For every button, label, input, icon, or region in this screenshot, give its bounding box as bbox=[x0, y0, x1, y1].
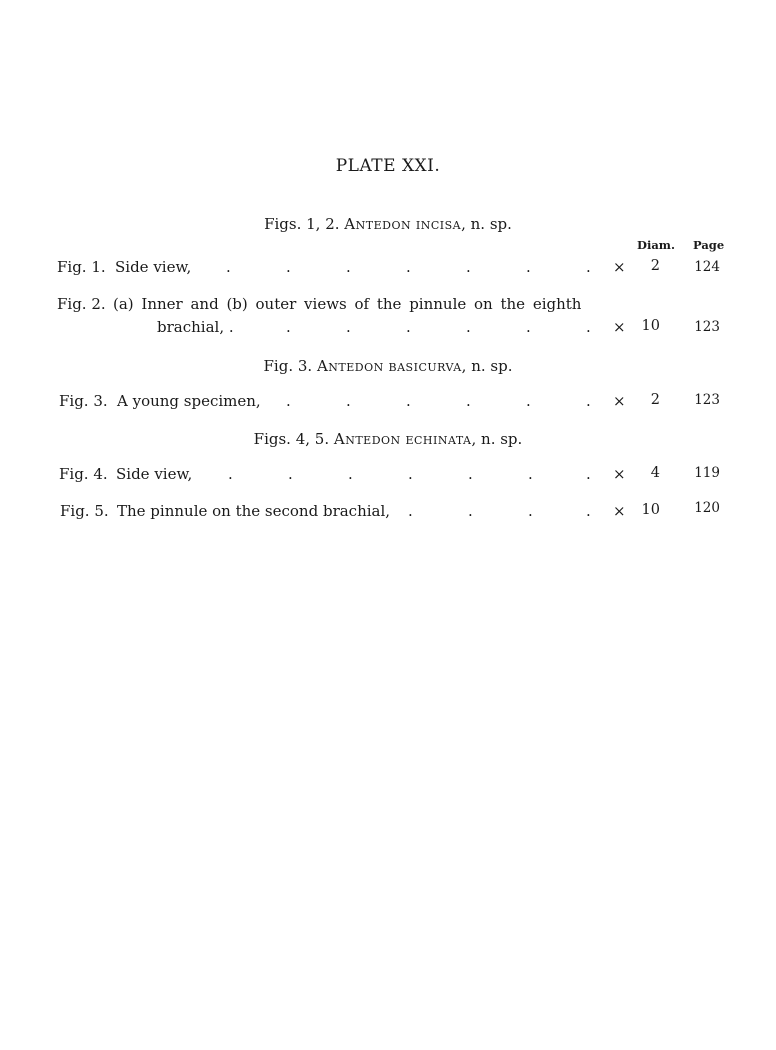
section-prefix: Fig. 3. bbox=[263, 357, 313, 375]
entry-text: (a) Inner and (b) outer views of the pinnule on the eighth bbox=[113, 295, 582, 313]
section-heading-1 bbox=[0, 215, 776, 233]
entry-label: Fig. 4. bbox=[59, 465, 108, 483]
page-value: 123 bbox=[694, 319, 720, 335]
entry-label: Fig. 2. bbox=[57, 295, 106, 313]
section-suffix: , n. sp. bbox=[471, 430, 523, 448]
section-genus: Antedon bbox=[316, 357, 384, 375]
section-species: basicurva bbox=[388, 357, 462, 375]
page-value: 123 bbox=[694, 392, 720, 408]
page-value: 119 bbox=[694, 465, 720, 481]
times-sign: × bbox=[613, 258, 626, 276]
times-sign: × bbox=[613, 318, 626, 336]
diam-value: 2 bbox=[650, 258, 660, 274]
section-genus: Antedon bbox=[333, 430, 401, 448]
entry-text: Side view, bbox=[115, 258, 192, 276]
entry-text-continued: brachial, . bbox=[157, 318, 234, 336]
section-heading-2 bbox=[0, 357, 776, 375]
section-species: echinata bbox=[405, 430, 472, 448]
diam-value: 4 bbox=[650, 465, 660, 481]
column-header-page: Page bbox=[693, 238, 725, 252]
times-sign: × bbox=[613, 465, 626, 483]
page-value: 120 bbox=[694, 500, 720, 516]
diam-value: 2 bbox=[650, 392, 660, 408]
diam-value: 10 bbox=[641, 502, 660, 518]
plate-title: PLATE XXI. bbox=[335, 156, 441, 176]
entry-label: Fig. 3. bbox=[59, 392, 108, 410]
entry-text: A young specimen, bbox=[117, 392, 261, 410]
entry-label: Fig. 5. bbox=[60, 502, 109, 520]
section-suffix: , n. sp. bbox=[461, 357, 513, 375]
section-species: incisa bbox=[415, 215, 462, 233]
section-suffix: , n. sp. bbox=[461, 215, 512, 233]
section-genus: Antedon bbox=[344, 215, 412, 233]
page-value: 124 bbox=[694, 259, 720, 275]
section-prefix: Figs. 4, 5. bbox=[253, 430, 330, 448]
section-prefix: Figs. 1, 2. bbox=[264, 215, 340, 233]
diam-value: 10 bbox=[641, 318, 660, 334]
entry-label: Fig. 1. bbox=[57, 258, 106, 276]
entry-text: Side view, bbox=[116, 465, 193, 483]
times-sign: × bbox=[613, 502, 626, 520]
section-heading-3 bbox=[0, 430, 776, 448]
times-sign: × bbox=[613, 392, 626, 410]
column-header-diam: Diam. bbox=[637, 238, 675, 252]
entry-text: The pinnule on the second brachial, bbox=[117, 502, 391, 520]
